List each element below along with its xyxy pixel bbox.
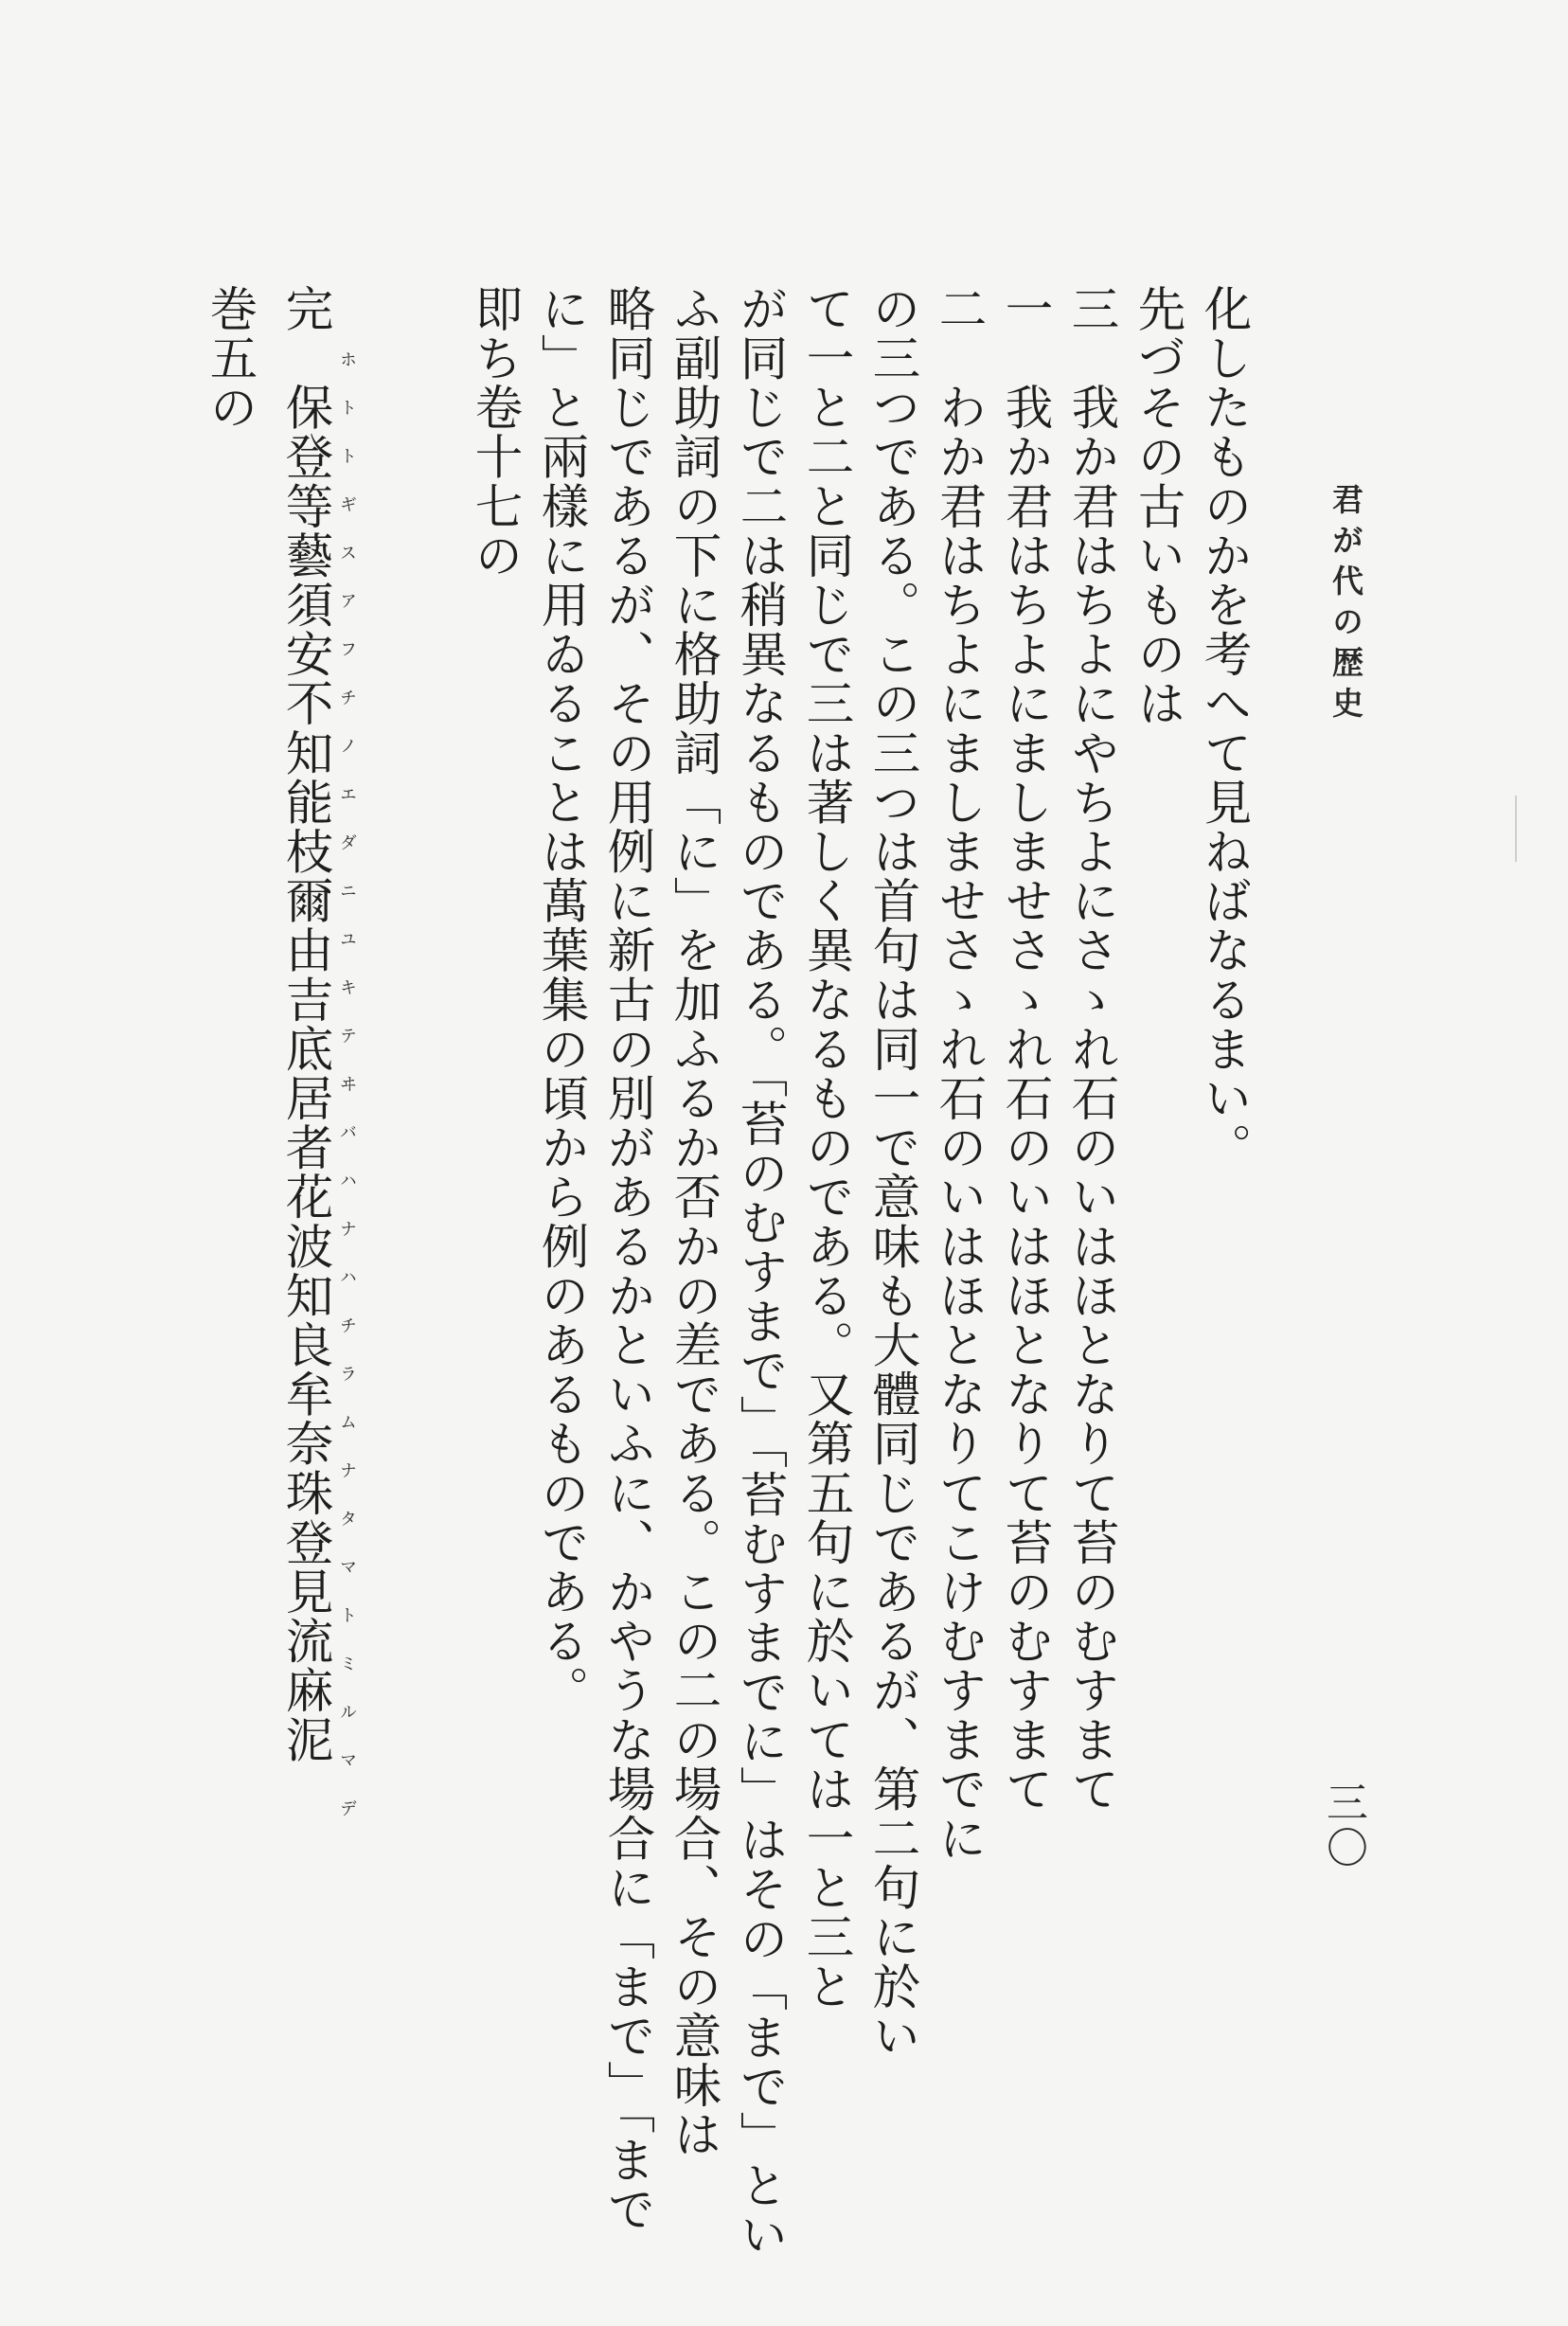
margin-mark (1515, 796, 1517, 862)
text-column-10: 略同じであるが、その用例に新古の別があるかといふに、かやうな場合に「まで」「まで (600, 284, 656, 2234)
text-column-3: 三 我か君はちよにやちよにさゝれ石のいはほとなりて苔のむすまて (1064, 284, 1120, 1815)
text-column-8: が同じで二は稍異なるものである。「苔のむすまで」「苔むすまでに」はその「まで」とい (733, 284, 789, 2260)
text-column-7: て一と二と同じで三は著しく異なるものである。又第五句に於いては一と三と (799, 284, 855, 2012)
text-column-11: に」と兩樣に用ゐることは萬葉集の頃から例のあるものである。 (534, 284, 590, 1715)
text-column-1: 化したものかを考へて見ねばなるまい。 (1197, 284, 1253, 1172)
running-title: 君が代の歴史 (1327, 483, 1364, 727)
poem-column: 完 保登等藝須安不知能枝爾由吉底居者花波知良牟奈珠登見流麻泥 (278, 284, 334, 1764)
text-column-5: 二 わか君はちよにましませさゝれ石のいはほとなりてこけむすまでに (932, 284, 988, 1864)
text-column-2: 先づその古いものは (1131, 284, 1186, 728)
text-column-6: の三つである。この三つは首句は同一で意味も大體同じであるが、第二句に於い (865, 284, 921, 2061)
text-column-13: 巻五の (203, 284, 258, 433)
text-column-4: 一 我か君はちよにましませさゝれ石のいはほとなりて苔のむすまて (998, 284, 1054, 1815)
text-column-12: 即ち卷十七の (468, 284, 524, 581)
text-column-9: ふ副助詞の下に格助詞「に」を加ふるか否かの差である。この二の場合、その意味は (667, 284, 722, 2159)
poem-ruby: ホトトギスアフチノエダニユキテヰバハナハチラムナタマトミルマデ (337, 350, 357, 1848)
page-number: 三〇 (1319, 1780, 1367, 1871)
